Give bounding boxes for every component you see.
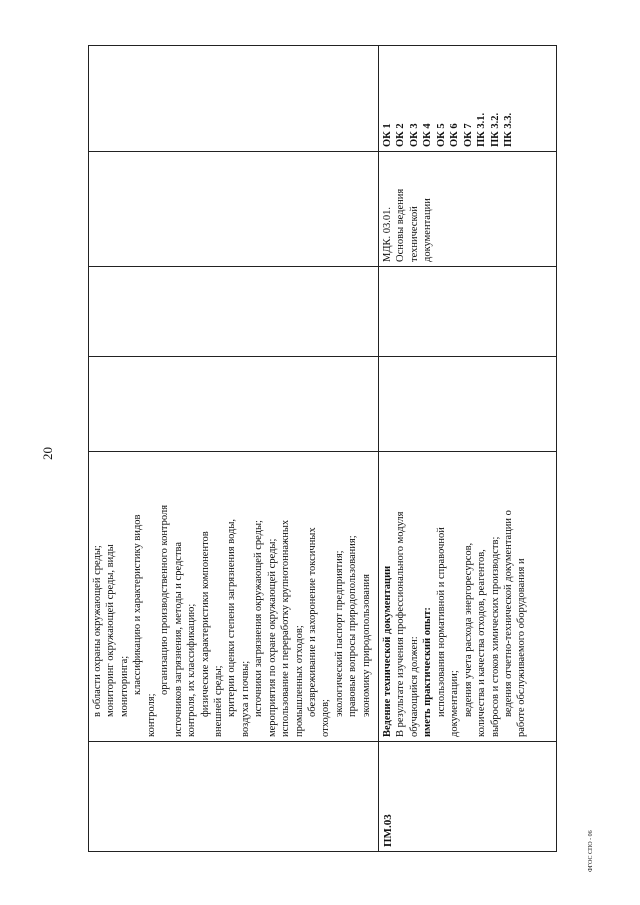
content-line: документации; bbox=[449, 670, 461, 737]
mdk-line: Основы ведения bbox=[395, 188, 407, 262]
content-line: правовые вопросы природопользования; bbox=[347, 535, 359, 717]
content-line: иметь практический опыт: bbox=[422, 607, 434, 737]
table-row bbox=[89, 46, 379, 852]
hours-cell bbox=[89, 357, 379, 452]
content-line: мониторинга; bbox=[118, 655, 130, 717]
mdk-line: МДК. 03.01. bbox=[382, 206, 393, 262]
content-line: использование и переработку крупнотоннажных bbox=[280, 519, 292, 737]
content-line: воздуха и почвы; bbox=[239, 660, 251, 737]
content-line: контроля, их классификацию; bbox=[186, 603, 198, 737]
competency-code: ОК 6 bbox=[449, 123, 461, 147]
competency-code: ОК 7 bbox=[462, 123, 474, 147]
content-line: количества и качества отходов, реагентов, bbox=[476, 549, 488, 737]
footer-label: ФГОС СПО - 06 bbox=[588, 830, 594, 872]
hours-cell bbox=[379, 267, 557, 357]
code-cell bbox=[379, 742, 557, 852]
curriculum-table bbox=[88, 45, 557, 852]
content-line: организацию производственного контроля bbox=[159, 504, 171, 695]
competency-code: ОК 5 bbox=[435, 123, 447, 147]
content-line: промышленных отходов; bbox=[293, 625, 305, 737]
content-line: выбросов и стоков химических производств; bbox=[489, 536, 501, 737]
competency-code: ОК 2 bbox=[395, 123, 407, 147]
content-line: В результате изучения профессионального модуля bbox=[395, 511, 407, 737]
content-line: отходов; bbox=[320, 699, 332, 737]
mdk-line: технической bbox=[408, 206, 420, 262]
content-line: мероприятия по охране окружающей среды; bbox=[266, 538, 278, 737]
hours-cell bbox=[379, 357, 557, 452]
competency-code: ПК 3.1. bbox=[476, 112, 488, 147]
content-line: мониторинг окружающей среды, виды bbox=[105, 544, 117, 717]
rotated-table-container bbox=[88, 46, 556, 852]
content-line: физические характеристики компонентов bbox=[199, 531, 211, 717]
competency-code: ПК 3.2. bbox=[489, 112, 501, 147]
mdk-cell bbox=[89, 152, 379, 267]
mdk-cell bbox=[379, 152, 557, 267]
content-line: источники загрязнения окружающей среды; bbox=[253, 520, 265, 717]
content-line: обучающийся должен: bbox=[408, 636, 420, 737]
competency-cell bbox=[379, 46, 557, 152]
content-line: в области охраны окружающей среды; bbox=[92, 545, 103, 717]
mdk-line: документации bbox=[422, 198, 434, 262]
content-cell bbox=[89, 452, 379, 742]
hours-cell bbox=[89, 267, 379, 357]
competency-code: ОК 3 bbox=[408, 123, 420, 147]
content-line: критерии оценки степени загрязнения воды, bbox=[226, 518, 238, 717]
content-line: контроля; bbox=[145, 693, 157, 737]
page-number: 20 bbox=[40, 447, 55, 460]
competency-code: ОК 4 bbox=[422, 123, 434, 147]
module-code: ПМ.03 bbox=[382, 814, 394, 847]
content-line: экологический паспорт предприятия; bbox=[333, 550, 345, 717]
content-line: ведения учета расхода энергоресурсов, bbox=[462, 542, 474, 717]
content-cell bbox=[379, 452, 557, 742]
competency-code: ОК 1 bbox=[382, 123, 393, 147]
content-line: источников загрязнения, методы и средства bbox=[172, 541, 184, 737]
content-line: внешней среды; bbox=[212, 665, 224, 737]
competency-code: ПК 3.3. bbox=[502, 112, 514, 147]
content-line: обезвреживание и захоронение токсичных bbox=[307, 527, 318, 717]
table-row bbox=[379, 46, 557, 852]
content-line: использования нормативной и справочной bbox=[435, 527, 447, 717]
competency-cell bbox=[89, 46, 379, 152]
content-line: ведения отчетно-технической документации о bbox=[502, 510, 514, 717]
content-line: классификацию и характеристику видов bbox=[132, 514, 144, 695]
content-line: экономику природопользования bbox=[360, 573, 372, 717]
code-cell bbox=[89, 742, 379, 852]
module-title: Ведение технической документации bbox=[382, 565, 393, 737]
content-line: работе обслуживаемого оборудования и bbox=[516, 558, 528, 737]
